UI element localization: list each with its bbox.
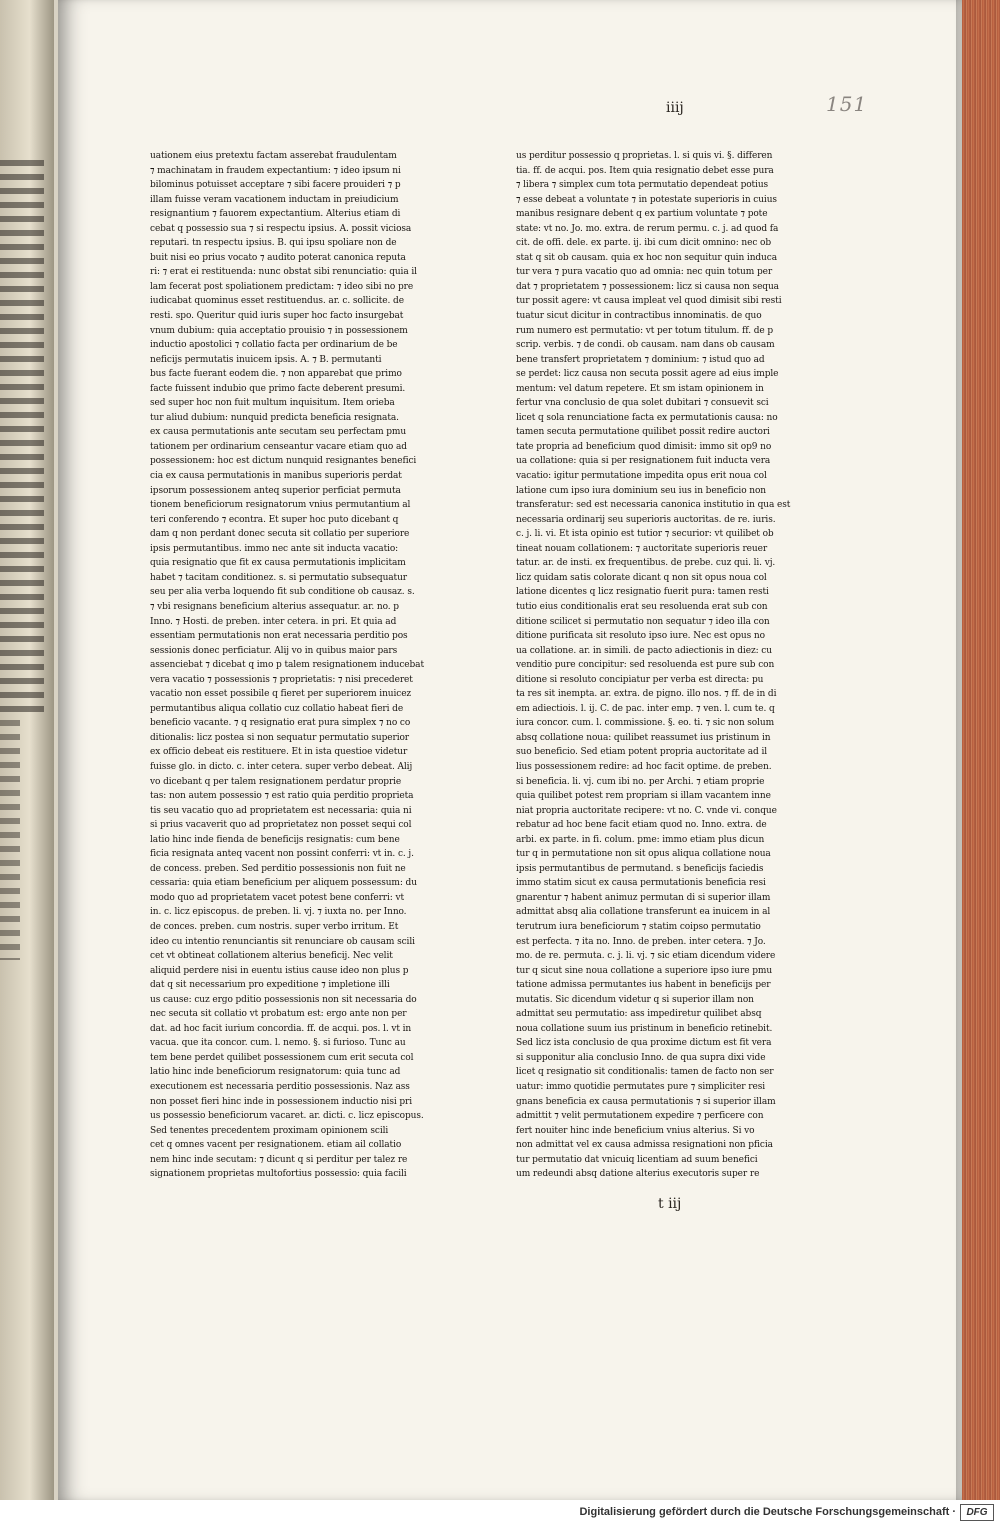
text-line: de conces. preben. cum nostris. super verbo irritum. Et <box>150 921 399 932</box>
text-line: dat. ad hoc facit iurium concordia. ff. de acqui. pos. l. vt in <box>150 1023 412 1034</box>
text-line: habet ⁊ tacitam conditionez. s. si permutatio subsequatur <box>150 572 407 583</box>
text-line: licz quidam satis colorate dicant q non sit opus noua col <box>516 572 767 583</box>
text-line: fert nouiter hinc inde beneficium vnius alterius. Si vo <box>516 1125 755 1136</box>
text-line: si beneficia. li. vj. cum ibi no. per Archi. ⁊ etiam proprie <box>516 776 765 787</box>
text-line: ditione scilicet si permutatio non sequatur ⁊ ideo illa con <box>516 616 770 627</box>
folio-mark: iiij <box>666 100 684 116</box>
text-line: Sed licz ista conclusio de qua proxime dictum est fit vera <box>516 1038 772 1049</box>
text-line: cessaria: quia etiam beneficium per aliquem possessum: du <box>150 878 417 889</box>
text-line: admittit ⁊ velit permutationem expedire ⁊ perficere con <box>516 1111 764 1122</box>
text-line: us cause: cuz ergo pditio possessionis non sit necessaria do <box>150 994 417 1005</box>
text-line: ⁊ libera ⁊ simplex cum tota permutatio dependeat potius <box>516 180 769 191</box>
text-line: ex officio debeat eis restituere. Et in ista questioe videtur <box>150 747 408 758</box>
text-line: state: vt no. Jo. mo. extra. de rerum permu. c. j. ad quod fa <box>516 223 779 234</box>
text-line: terutrum iura beneficiorum ⁊ statim coipso permutatio <box>516 921 761 932</box>
footer-credit: Digitalisierung gefördert durch die Deutsche Forschungsgemeinschaft · <box>579 1506 956 1518</box>
text-line: ipsis permutantibus. immo nec ante sit inducta vacatio: <box>150 543 399 554</box>
text-line: ⁊ esse debeat a voluntate ⁊ in potestate superioris in cuius <box>516 194 777 205</box>
text-line: si prius vacaverit quo ad proprietatez non posset sequi col <box>150 820 412 831</box>
text-line: tis seu vacatio quo ad proprietatem est necessaria: quia ni <box>150 805 412 816</box>
text-line: ⁊ vbi resignans beneficium alterius assequatur. ar. no. p <box>150 601 399 612</box>
text-line: tionem beneficiorum resignatorum vnius permutantium al <box>150 500 411 511</box>
text-line: cet q omnes vacent per resignationem. etiam ail collatio <box>150 1140 402 1151</box>
text-line: tur aliud dubium: nunquid predicta beneficia resignata. <box>150 412 399 423</box>
text-line: signationem proprietas multofortius possessio: quia facili <box>150 1169 407 1180</box>
text-line: tuatur sicut dicitur in contractibus innominatis. de quo <box>516 311 762 322</box>
text-line: neficijs permutatis inuicem ipsis. A. ⁊ B. permutanti <box>150 354 382 365</box>
text-line: sed super hoc non fuit multum inquisitum. Item orieba <box>150 398 395 409</box>
text-line: dam q non perdant donec secuta sit collatio per superiore <box>150 529 410 540</box>
text-line: tur possit agere: vt causa impleat vel quod dimisit sibi resti <box>516 296 782 307</box>
pencil-page-number: 151 <box>826 92 868 116</box>
text-line: essentiam permutationis non erat necessaria perditio pos <box>150 631 408 642</box>
text-line: ta res sit inempta. ar. extra. de pigno. illo nos. ⁊ ff. de in di <box>516 689 777 700</box>
text-line: transferatur: sed est necessaria canonica institutio in qua est <box>516 500 791 511</box>
dfg-logo: DFG <box>960 1504 994 1521</box>
text-line: non posset fieri hinc inde in possessionem inductio nisi pri <box>150 1096 413 1107</box>
text-line: absq collatione noua: quilibet reassumet ius pristinum in <box>516 732 771 743</box>
text-line: mutatis. Sic dicendum videtur q si superior illam non <box>516 994 754 1005</box>
text-line: c. j. li. vi. Et ista opinio est tutior ⁊ securior: vt quilibet ob <box>516 529 774 540</box>
text-line: si supponitur alia conclusio Inno. de qua supra dixi vide <box>516 1052 766 1063</box>
text-line: manibus resignare debent q ex partium voluntate ⁊ pote <box>516 209 768 220</box>
text-line: ficia resignata anteq vacent non possint conferri: vt in. c. j. <box>150 849 414 860</box>
text-line: suo beneficio. Sed etiam potent propria auctoritate ad il <box>516 747 768 758</box>
text-line: ua collatione: quia si per resignationem fuit inducta vera <box>516 456 771 467</box>
text-line: em adiectiois. l. ij. C. de pac. inter emp. ⁊ ven. l. cum te. q <box>516 703 775 714</box>
text-line: necessaria ordinarij seu superioris auctoritas. de re. iuris. <box>516 514 776 525</box>
text-line: tate propria ad beneficium quod dimisit: immo sit op9 no <box>516 441 772 452</box>
text-line: latione cum ipso iura dominium seu ius in beneficio non <box>516 485 766 496</box>
text-line: mentum: vel datum repetere. Et sm istam opinionem in <box>516 383 764 394</box>
text-line: lam fecerat post spoliationem predictam: ⁊ ideo sibi no pre <box>150 281 414 292</box>
text-line: permutantibus aliqua collatio cuz collatio habeat fieri de <box>150 703 404 714</box>
text-line: iura concor. cum. l. commissione. §. eo. ti. ⁊ sic non solum <box>516 718 775 729</box>
text-line: cebat q possessio sua ⁊ si respectu ipsius. A. possit viciosa <box>150 223 412 234</box>
text-line: assenciebat ⁊ dicebat q imo p talem resignationem inducebat <box>150 660 424 671</box>
text-line: bene transfert proprietatem ⁊ dominium: ⁊ istud quo ad <box>516 354 765 365</box>
text-line: resignantium ⁊ fauorem expectantium. Alterius etiam di <box>150 209 401 220</box>
text-line: dat ⁊ proprietatem ⁊ possessionem: licz si causa non sequa <box>516 281 779 292</box>
text-line: tur vera ⁊ pura vacatio quo ad omnia: nec quin totum per <box>516 267 773 278</box>
text-column-right <box>516 149 826 1199</box>
text-line: cet vt obtineat collationem alterius beneficij. Nec velit <box>150 951 393 962</box>
text-line: tas: non autem possessio ⁊ est ratio quia perditio proprieta <box>150 791 414 802</box>
text-line: tur q in permutatione non sit opus aliqua collatione noua <box>516 849 771 860</box>
text-line: lius possessionem redire: ad hoc facit optime. de preben. <box>516 761 772 772</box>
text-line: se perdet: licz causa non secuta possit agere ad eius imple <box>516 369 779 380</box>
text-line: tia. ff. de acqui. pos. Item quia resignatio debet esse pura <box>516 165 774 176</box>
text-line: latio hinc inde fienda de beneficijs resignatis: cum bene <box>150 834 400 845</box>
text-line: nec secuta sit collatio vt probatum est: ergo ante non per <box>150 1009 407 1020</box>
text-line: fuisse glo. in dicto. c. inter cetera. super verbo debeat. Alij <box>150 761 413 772</box>
text-line: tationem per ordinarium censeantur vacare etiam quo ad <box>150 441 407 452</box>
text-line: sessionis donec perficiatur. Alij vo in quibus maior pars <box>150 645 398 656</box>
text-line: vnum dubium: quia acceptatio prouisio ⁊ in possessionem <box>150 325 408 336</box>
text-line: de concess. preben. Sed perditio possessionis non fuit ne <box>150 863 406 874</box>
text-line: niat propria auctoritate recipere: vt no. C. vnde vi. conque <box>516 805 777 816</box>
text-line: rebatur ad hoc bene facit etiam quod no. Inno. extra. de <box>516 820 767 831</box>
text-line: tem bene perdet quilibet possessionem cum erit secuta col <box>150 1052 414 1063</box>
text-line: aliquid perdere nisi in euentu istius cause ideo non plus p <box>150 965 409 976</box>
text-line: uationem eius pretextu factam asserebat fraudulentam <box>150 151 397 161</box>
text-line: vacatio non esset possibile q fieret per superiorem inuicez <box>150 689 412 700</box>
text-line: gnarentur ⁊ habent animuz permutan di si superior illam <box>516 892 771 903</box>
text-line: latio hinc inde beneficiorum resignatorum: quia tunc ad <box>150 1067 401 1078</box>
text-line: Inno. ⁊ Hosti. de preben. inter cetera. in pri. Et quia ad <box>150 616 397 627</box>
text-line: licet q resignatio sit conditionalis: tamen de facto non ser <box>516 1067 774 1078</box>
text-line: ipsis permutantibus de permutand. s beneficijs faciedis <box>516 863 764 874</box>
text-line: executionem est necessaria perditio possessionis. Naz ass <box>150 1082 410 1092</box>
text-line: ditione si resoluto concipiatur per verba est directa: pu <box>516 674 764 685</box>
text-line: ipsorum possessionem anteq superior perficiat permuta <box>150 485 401 496</box>
text-line: uatur: immo quotidie permutates pure ⁊ simpliciter resi <box>516 1082 766 1092</box>
text-line: bus facte fuerant eodem die. ⁊ non apparebat que primo <box>150 369 402 380</box>
text-line: seu per alia verba loquendo fit sub conditione ob causaz. s. <box>150 587 415 598</box>
text-line: Sed tenentes precedentem proximam opinionem scili <box>150 1125 389 1136</box>
signature-mark: t iij <box>658 1196 682 1212</box>
text-line: licet q sola renunciatione facta ex permutationis causa: no <box>516 412 778 423</box>
text-line: tamen secuta permutatione quilibet possit redire auctori <box>516 427 770 438</box>
text-line: rum numero est permutatio: vt per totum titulum. ff. de p <box>516 325 774 336</box>
text-line: tur q sicut sine noua collatione a superiore ipso iure pmu <box>516 965 773 976</box>
text-line: beneficio vacante. ⁊ q resignatio erat pura simplex ⁊ no co <box>150 718 411 729</box>
text-line: ri: ⁊ erat ei restituenda: nunc obstat sibi renunciatio: quia il <box>150 267 417 278</box>
text-line: est perfecta. ⁊ ita no. Inno. de preben. inter cetera. ⁊ Jo. <box>516 936 766 947</box>
text-line: us perditur possessio q proprietas. l. si quis vi. §. differen <box>516 151 773 161</box>
text-line: non admittat vel ex causa admissa resignationi non pficia <box>516 1140 773 1151</box>
text-line: buit nisi eo prius vocato ⁊ audito poterat canonica reputa <box>150 252 406 263</box>
text-line: tatur. ar. de insti. ex frequentibus. de prebe. cuz qui. li. vj. <box>516 558 776 569</box>
text-line: ditione purificata sit resoluto ipso iure. Nec est opus no <box>516 631 765 642</box>
text-line: scrip. verbis. ⁊ de condi. ob causam. nam dans ob causam <box>516 340 775 351</box>
text-line: illam fuisse veram vacationem inductam in preiudicium <box>150 194 399 205</box>
text-line: noua collatione suum ius pristinum in beneficio retinebit. <box>516 1023 773 1034</box>
text-line: vera vacatio ⁊ possessionis ⁊ proprietatis: ⁊ nisi precederet <box>150 674 413 685</box>
text-line: ideo cu intentio renunciantis sit renunciare ob causam scili <box>150 936 415 947</box>
text-line: teri conferendo ⁊ econtra. Et super hoc puto dicebant q <box>150 514 399 525</box>
text-line: tineat nouam collationem: ⁊ auctoritate superioris reuer <box>516 543 768 554</box>
text-line: vacatio: igitur permutatione impedita opus erit noua col <box>516 471 767 482</box>
text-line: ua collatione. ar. in simili. de pacto adiectionis in diez: cu <box>516 645 772 656</box>
text-line: dat q sit necessarium pro expeditione ⁊ impletione illi <box>150 980 390 991</box>
text-line: in. c. licz episcopus. de preben. li. vj. ⁊ iuxta no. per Inno. <box>150 907 407 918</box>
text-line: vacua. que ita concor. cum. l. nemo. §. si furioso. Tunc au <box>150 1038 406 1049</box>
text-line: ⁊ machinatam in fraudem expectantium: ⁊ ideo ipsum ni <box>150 165 401 176</box>
text-line: us possessio beneficiorum vacaret. ar. dicti. c. licz episcopus. <box>150 1111 424 1122</box>
facing-page-text-fragment <box>0 160 44 720</box>
text-line: venditio pure concipitur: sed resoluenda est pure sub con <box>516 660 775 671</box>
text-line: stat q sit ob causam. quia ex hoc non sequitur quin induca <box>516 252 777 263</box>
text-line: immo statim sicut ex causa permutationis beneficia resi <box>516 878 766 889</box>
facing-page-edge <box>0 0 54 1500</box>
text-line: arbi. ex parte. in fi. colum. pme: immo etiam plus dicun <box>516 834 765 845</box>
text-line: tur permutatio dat vnicuiq licentiam ad suum benefici <box>516 1154 758 1165</box>
text-line: facte fuissent indubio que primo facte deberent presumi. <box>150 383 406 394</box>
text-line: tutio eius conditionalis erat seu resoluenda erat sub con <box>516 601 768 612</box>
text-line: reputari. tn respectu ipsius. B. qui ipsu spoliare non de <box>150 238 397 249</box>
text-line: inductio apostolici ⁊ collatio facta per ordinarium de be <box>150 340 398 351</box>
text-line: nem hinc inde secutam: ⁊ dicunt q si perditur per talez re <box>150 1154 408 1165</box>
text-line: gnans beneficia ex causa permutationis ⁊ si superior illam <box>516 1096 776 1107</box>
text-line: cia ex causa permutationis in manibus superioris perdat <box>150 471 402 482</box>
text-line: quia quilibet potest rem propriam si illam vacantem inne <box>516 791 771 802</box>
text-line: ditionalis: licz postea si non sequatur permutatio superior <box>150 732 410 743</box>
text-line: um redeundi absq datione alterius executoris super re <box>516 1169 760 1180</box>
text-line: ex causa permutationis ante secutam seu perfectam pmu <box>150 427 407 438</box>
book-page <box>58 0 964 1500</box>
text-line: resti. spo. Queritur quid iuris super hoc facto insurgebat <box>150 311 404 322</box>
text-line: latione dicentes q licz resignatio fuerit pura: tamen resti <box>516 587 769 598</box>
facing-page-text-fragment <box>0 720 20 960</box>
text-line: quia resignatio que fit ex causa permutationis implicitam <box>150 558 406 569</box>
footer-bar <box>0 1500 1000 1524</box>
text-line: tatione admissa permutantes ius habent in beneficijs per <box>516 980 771 991</box>
text-line: vo dicebant q per talem resignationem perdatur proprie <box>150 776 402 787</box>
red-edged-page-stack <box>962 0 1000 1500</box>
text-column-left <box>150 149 468 1219</box>
text-line: mo. de re. permuta. c. j. li. vj. ⁊ sic etiam dicendum videre <box>516 951 776 962</box>
text-line: bilominus potuisset acceptare ⁊ sibi facere prouideri ⁊ p <box>150 180 401 191</box>
text-line: fertur vna conclusio de qua solet dubitari ⁊ consuevit sci <box>516 398 769 409</box>
text-line: cit. de offi. dele. ex parte. ij. ibi cum dicit omnino: nec ob <box>516 238 772 249</box>
text-line: modo quo ad proprietatem vacet potest bene conferri: vt <box>150 892 404 903</box>
text-line: iudicabat quominus esset restituendus. ar. c. sollicite. de <box>150 296 404 307</box>
text-line: possessionem: hoc est dictum nunquid resignantes benefici <box>150 456 417 467</box>
text-line: admittat seu permutatio: ass impediretur quilibet absq <box>516 1009 762 1020</box>
text-line: admittat absq alia collatione transferunt ea inuicem in al <box>516 907 771 918</box>
